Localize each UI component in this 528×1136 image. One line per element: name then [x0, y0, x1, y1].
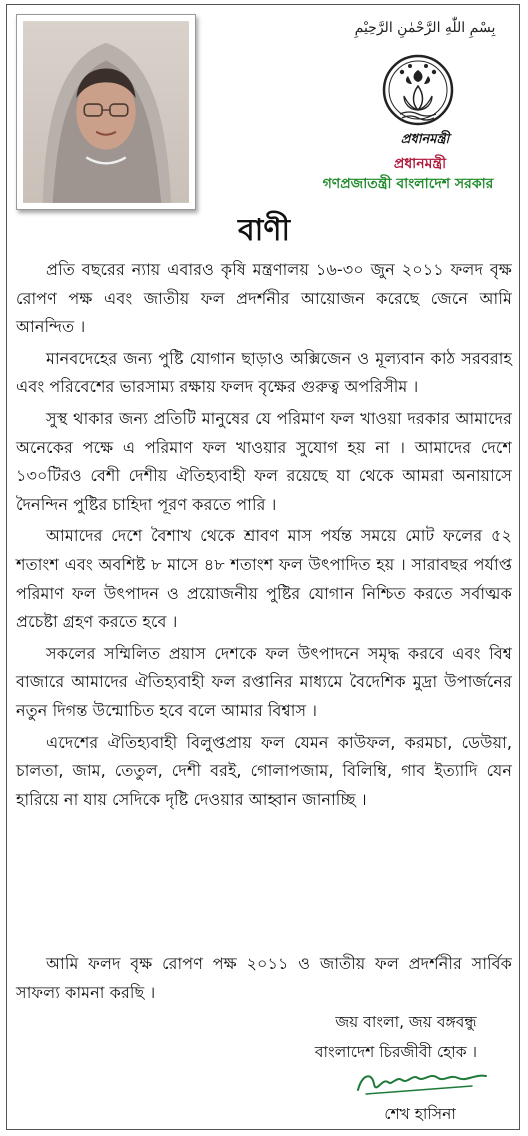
closing-section	[16, 950, 512, 1007]
message-paragraph: এদেশের ঐতিহ্যবাহী বিলুপ্তপ্রায় ফল যেমন কাউফল, করমচা, ডেউয়া, চালতা, জাম, তেতুল, দেশী বরই, গোলাপজাম, বিলিম্বি, গাব ইত্যাদি যেন হারিয়ে না যায় সেদিকে দৃষ্টি দেওয়ার আহ্বান জানাচ্ছি ।	[16, 732, 512, 809]
government-emblem-icon	[378, 52, 458, 142]
bismillah-text: بِسْمِ اللّٰهِ الرَّحْمٰنِ الرَّحِيْمِ	[354, 20, 496, 36]
emblem-caption: প্রধানমন্ত্রী	[400, 132, 450, 147]
slogan-line-2: বাংলাদেশ চিরজীবী হোক ।	[314, 1043, 478, 1061]
office-title: প্রধানমন্ত্রী	[393, 156, 447, 172]
portrait-photo	[16, 14, 196, 210]
message-heading: বাণী	[237, 213, 291, 248]
message-paragraph: প্রতি বছরের ন্যায় এবারও কৃষি মন্ত্রণালয় ১৬-৩০ জুন ২০১১ ফলদ বৃক্ষ রোপণ পক্ষ এবং জাতীয় ফল প্রদর্শনীর আয়োজন করেছে জেনে আমি আনন্দিত ।	[16, 260, 512, 337]
message-paragraph: সকলের সম্মিলিত প্রয়াস দেশকে ফল উৎপাদনে সমৃদ্ধ করবে এবং বিশ্ব বাজারে আমাদের ঐতিহ্যবাহী ফল রপ্তানির মাধ্যমে বৈদেশিক মুদ্রা উপার্জনের নতুন দিগন্ত উন্মোচিত হবে বলে আমার বিশ্বাস ।	[16, 643, 512, 720]
slogan-line-1: জয় বাংলা, জয় বঙ্গবন্ধু	[335, 1013, 477, 1031]
message-paragraph: সুস্থ থাকার জন্য প্রতিটি মানুষের যে পরিমাণ ফল খাওয়া দরকার আমাদের অনেকের পক্ষে এ পরিমাণ ফল খাওয়ার সুযোগ হয় না । আমাদের দেশে ১৩০টিরও বেশী দেশীয় ঐতিহ্যবাহী ফল রয়েছে যা থেকে আমরা অনায়াসে দৈনন্দিন পুষ্টির চাহিদা পূরণ করতে পারি ।	[16, 408, 512, 514]
signer-name: শেখ হাসিনা	[384, 1105, 456, 1123]
closing-paragraph: আমি ফলদ বৃক্ষ রোপণ পক্ষ ২০১১ ও জাতীয় ফল প্রদর্শনীর সার্বিক সাফল্য কামনা করছি ।	[16, 954, 512, 1002]
message-body	[16, 256, 512, 817]
handwritten-signature-icon	[352, 1064, 492, 1104]
government-title: গণপ্রজাতন্ত্রী বাংলাদেশ সরকার	[322, 176, 494, 192]
message-paragraph: মানবদেহের জন্য পুষ্টি যোগান ছাড়াও অক্সিজেন ও মূল্যবান কাঠ সরবরাহ এবং পরিবেশের ভারসাম্য রক্ষায় ফলদ বৃক্ষের গুরুত্ব অপরিসীম ।	[16, 348, 512, 397]
message-paragraph: আমাদের দেশে বৈশাখ থেকে শ্রাবণ মাস পর্যন্ত সময়ে মোট ফলের ৫২ শতাংশ এবং অবশিষ্ট ৮ মাসে ৪৮ শতাংশ ফল উৎপাদিত হয় । সারাবছর পর্যাপ্ত পরিমাণ ফল উৎপাদন ও প্রয়োজনীয় পুষ্টির যোগান নিশ্চিত করতে সর্বাত্মক প্রচেষ্টা গ্রহণ করতে হবে ।	[16, 526, 512, 632]
portrait-image	[23, 21, 189, 203]
